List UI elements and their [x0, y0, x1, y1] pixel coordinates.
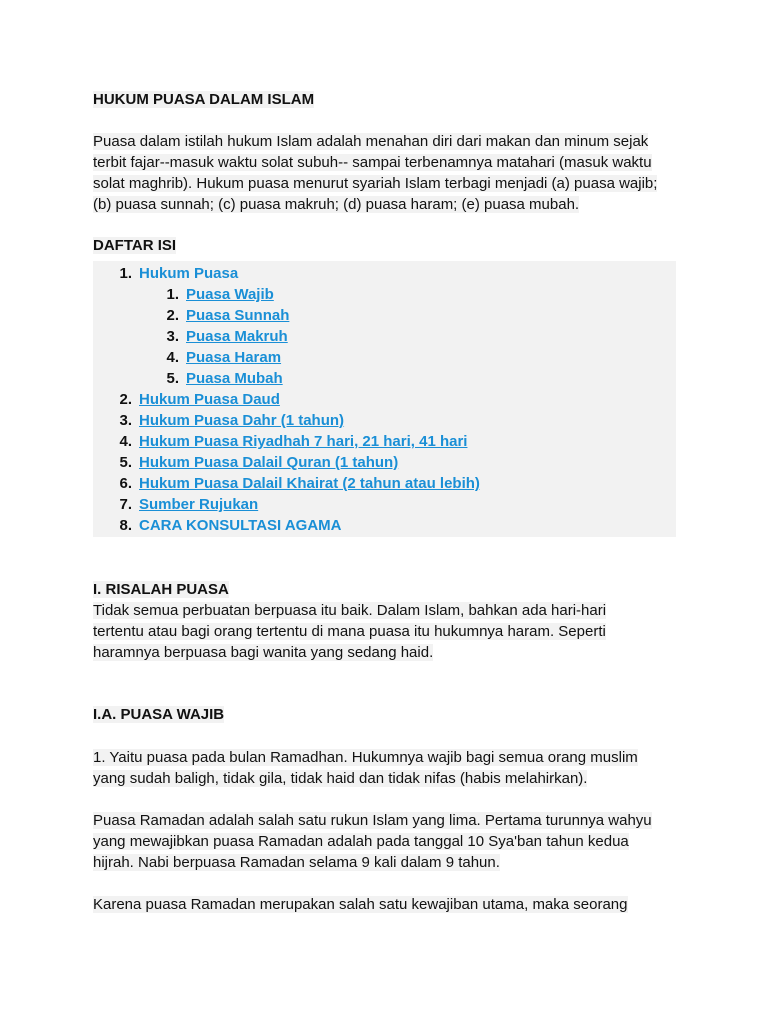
paragraph-line: Tidak semua perbuatan berpuasa itu baik. Dalam Islam, bahkan ada hari-hari [93, 602, 607, 619]
toc-link-puasa-sunnah[interactable]: Puasa Sunnah [186, 307, 290, 324]
toc-link-hukum-puasa[interactable]: Hukum Puasa [139, 265, 239, 282]
table-of-contents [93, 261, 676, 537]
toc-item: 1. Hukum Puasa [119, 265, 239, 282]
puasa-wajib-paragraph-3 [93, 894, 683, 915]
toc-item: 3. Hukum Puasa Dahr (1 tahun) [119, 412, 345, 429]
paragraph-line: 1. Yaitu puasa pada bulan Ramadhan. Hukumnya wajib bagi semua orang muslim [93, 749, 638, 766]
intro-line: terbit fajar--masuk waktu solat subuh-- sampai terbenamnya matahari (masuk waktu [93, 154, 652, 171]
toc-item: 2. Hukum Puasa Daud [119, 391, 280, 408]
paragraph-line: Puasa Ramadan adalah salah satu rukun Islam yang lima. Pertama turunnya wahyu [93, 812, 652, 829]
paragraph-line: Karena puasa Ramadan merupakan salah satu kewajiban utama, maka seorang [93, 896, 628, 913]
intro-line: solat maghrib). Hukum puasa menurut syariah Islam terbagi menjadi (a) puasa wajib; [93, 175, 658, 192]
risalah-paragraph [93, 600, 683, 663]
toc-subitem: 3. Puasa Makruh [166, 328, 288, 345]
puasa-wajib-paragraph-2 [93, 810, 683, 873]
toc-link-puasa-wajib[interactable]: Puasa Wajib [186, 286, 274, 303]
toc-subitem: 2. Puasa Sunnah [166, 307, 290, 324]
toc-link-dalail-khairat[interactable]: Hukum Puasa Dalail Khairat (2 tahun atau lebih) [139, 475, 480, 492]
toc-link-puasa-dahr[interactable]: Hukum Puasa Dahr (1 tahun) [139, 412, 345, 429]
intro-line: Puasa dalam istilah hukum Islam adalah menahan diri dari makan dan minum sejak [93, 133, 649, 150]
toc-subitem: 5. Puasa Mubah [166, 370, 283, 387]
toc-item: 7. Sumber Rujukan [119, 496, 259, 513]
document-page [93, 89, 683, 915]
toc-link-puasa-makruh[interactable]: Puasa Makruh [186, 328, 288, 345]
puasa-wajib-paragraph-1 [93, 747, 683, 789]
toc-link-puasa-riyadhah[interactable]: Hukum Puasa Riyadhah 7 hari, 21 hari, 41 hari [139, 433, 468, 450]
toc-subitem: 1. Puasa Wajib [166, 286, 274, 303]
intro-paragraph [93, 131, 683, 215]
paragraph-line: tertentu atau bagi orang tertentu di mana puasa itu hukumnya haram. Seperti [93, 623, 606, 640]
toc-link-puasa-haram[interactable]: Puasa Haram [186, 349, 282, 366]
paragraph-line: yang sudah baligh, tidak gila, tidak haid dan tidak nifas (habis melahirkan). [93, 770, 588, 787]
toc-link-puasa-mubah[interactable]: Puasa Mubah [186, 370, 283, 387]
toc-item: 5. Hukum Puasa Dalail Quran (1 tahun) [119, 454, 399, 471]
toc-link-konsultasi-agama[interactable]: CARA KONSULTASI AGAMA [139, 517, 342, 534]
paragraph-line: hijrah. Nabi berpuasa Ramadan selama 9 kali dalam 9 tahun. [93, 854, 500, 871]
paragraph-line: haramnya berpuasa bagi wanita yang sedang haid. [93, 644, 434, 661]
toc-item: 8. CARA KONSULTASI AGAMA [119, 517, 342, 534]
toc-heading: DAFTAR ISI [93, 237, 177, 254]
toc-link-puasa-daud[interactable]: Hukum Puasa Daud [139, 391, 280, 408]
toc-item: 6. Hukum Puasa Dalail Khairat (2 tahun atau lebih) [119, 475, 480, 492]
section-heading-risalah-puasa: I. RISALAH PUASA [93, 581, 229, 598]
section-heading-puasa-wajib: I.A. PUASA WAJIB [93, 706, 225, 723]
toc-item: 4. Hukum Puasa Riyadhah 7 hari, 21 hari, 41 hari [119, 433, 468, 450]
toc-link-sumber-rujukan[interactable]: Sumber Rujukan [139, 496, 259, 513]
document-title: HUKUM PUASA DALAM ISLAM [93, 91, 315, 108]
toc-subitem: 4. Puasa Haram [166, 349, 282, 366]
intro-line: (b) puasa sunnah; (c) puasa makruh; (d) puasa haram; (e) puasa mubah. [93, 196, 580, 213]
paragraph-line: yang mewajibkan puasa Ramadan adalah pada tanggal 10 Sya'ban tahun kedua [93, 833, 629, 850]
toc-link-dalail-quran[interactable]: Hukum Puasa Dalail Quran (1 tahun) [139, 454, 399, 471]
